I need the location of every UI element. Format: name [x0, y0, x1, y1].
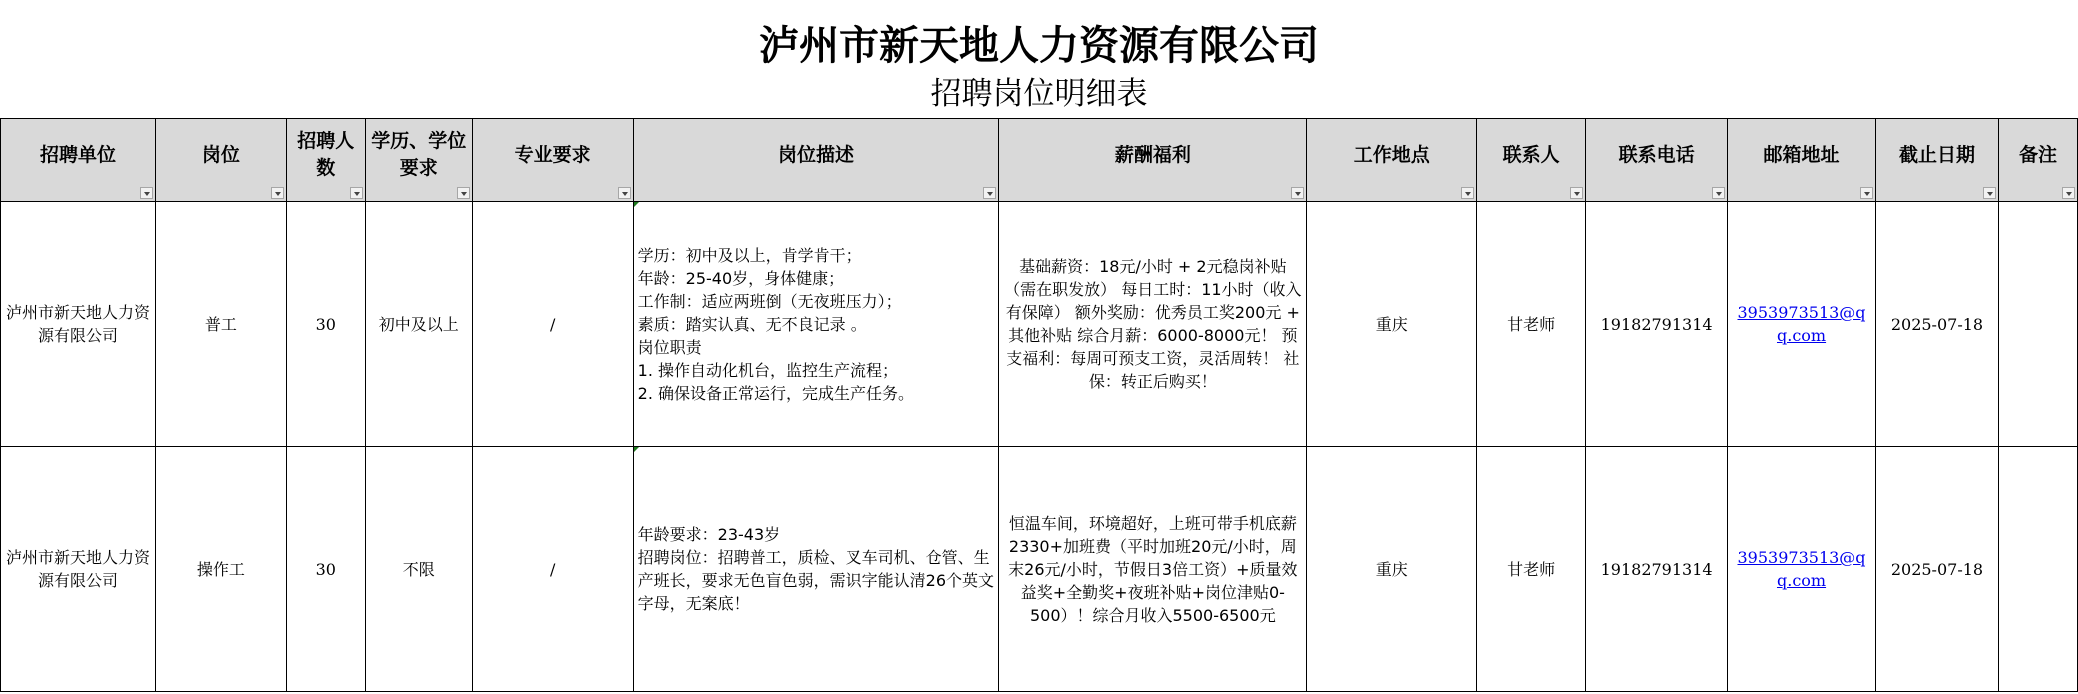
header-email: 邮箱地址: [1728, 119, 1876, 202]
filter-dropdown-icon[interactable]: [1860, 187, 1873, 199]
cell-education[interactable]: 初中及以上: [365, 202, 472, 447]
comment-indicator-icon: [634, 447, 639, 452]
header-education: 学历、学位要求: [365, 119, 472, 202]
filter-dropdown-icon[interactable]: [350, 187, 363, 199]
cell-description[interactable]: [633, 447, 999, 692]
filter-dropdown-icon[interactable]: [140, 187, 153, 199]
header-unit: 招聘单位: [1, 119, 156, 202]
cell-location[interactable]: 重庆: [1307, 447, 1477, 692]
filter-dropdown-icon[interactable]: [1712, 187, 1725, 199]
filter-dropdown-icon[interactable]: [1461, 187, 1474, 199]
cell-major[interactable]: /: [472, 202, 633, 447]
filter-dropdown-icon[interactable]: [457, 187, 470, 199]
cell-email[interactable]: [1728, 202, 1876, 447]
filter-dropdown-icon[interactable]: [2062, 187, 2075, 199]
header-contact: 联系人: [1477, 119, 1586, 202]
cell-phone[interactable]: 19182791314: [1586, 447, 1728, 692]
header-deadline: 截止日期: [1875, 119, 1998, 202]
header-row: [1, 119, 2078, 202]
cell-description[interactable]: [633, 202, 999, 447]
page-subtitle: 招聘岗位明细表: [930, 76, 1148, 112]
page-title: 泸州市新天地人力资源有限公司: [759, 22, 1319, 69]
description-line: 素质：踏实认真、无不良记录 。: [637, 314, 867, 334]
description-line: 招聘岗位：招聘普工，质检、叉车司机、仓管、生产班长，要求无色盲色弱，需识字能认清26个英文字母，无案底！: [637, 548, 995, 613]
filter-dropdown-icon[interactable]: [1983, 187, 1996, 199]
header-position: 岗位: [155, 119, 286, 202]
table-row: [1, 202, 2078, 447]
cell-count[interactable]: 30: [286, 447, 365, 692]
cell-position[interactable]: 普工: [155, 202, 286, 447]
header-description: 岗位描述: [633, 119, 999, 202]
description-line: 年龄：25-40岁，身体健康；: [637, 268, 845, 288]
header-salary: 薪酬福利: [999, 119, 1307, 202]
header-location: 工作地点: [1307, 119, 1477, 202]
filter-dropdown-icon[interactable]: [271, 187, 284, 199]
description-line: 岗位职责: [637, 337, 702, 357]
filter-dropdown-icon[interactable]: [1291, 187, 1304, 199]
description-line: 1. 操作自动化机台，监控生产流程；: [637, 360, 898, 380]
cell-education[interactable]: 不限: [365, 447, 472, 692]
filter-dropdown-icon[interactable]: [1570, 187, 1583, 199]
filter-dropdown-icon[interactable]: [618, 187, 631, 199]
cell-salary[interactable]: 恒温车间，环境超好，上班可带手机底薪2330+加班费（平时加班20元/小时，周末26元/小时，节假日3倍工资）+质量效益奖+全勤奖+夜班补贴+岗位津贴0-500）！综合月收入5500-6500元: [999, 447, 1307, 692]
cell-unit[interactable]: 泸州市新天地人力资源有限公司: [1, 447, 156, 692]
header-remark: 备注: [1998, 119, 2077, 202]
cell-major[interactable]: /: [472, 447, 633, 692]
description-line: 2. 确保设备正常运行，完成生产任务。: [637, 383, 914, 403]
cell-location[interactable]: 重庆: [1307, 202, 1477, 447]
email-link[interactable]: 3953973513@qq.com: [1737, 548, 1866, 590]
header-count: 招聘人数: [286, 119, 365, 202]
cell-phone[interactable]: 19182791314: [1586, 202, 1728, 447]
cell-deadline[interactable]: 2025-07-18: [1875, 447, 1998, 692]
description-line: 学历：初中及以上，肯学肯干；: [637, 245, 862, 265]
cell-count[interactable]: 30: [286, 202, 365, 447]
recruitment-table: [0, 118, 2078, 692]
cell-position[interactable]: 操作工: [155, 447, 286, 692]
header-phone: 联系电话: [1586, 119, 1728, 202]
cell-email[interactable]: [1728, 447, 1876, 692]
cell-remark[interactable]: [1998, 202, 2077, 447]
email-link[interactable]: 3953973513@qq.com: [1737, 303, 1866, 345]
cell-contact[interactable]: 甘老师: [1477, 202, 1586, 447]
cell-contact[interactable]: 甘老师: [1477, 447, 1586, 692]
header-major: 专业要求: [472, 119, 633, 202]
description-line: 年龄要求：23-43岁: [637, 525, 781, 544]
table-row: [1, 447, 2078, 692]
cell-salary[interactable]: 基础薪资：18元/小时 + 2元稳岗补贴（需在职发放） 每日工时：11小时（收入有保障） 额外奖励：优秀员工奖200元 + 其他补贴 综合月薪：6000-8000元！ 预支福利：每周可预支工资，灵活周转！ 社保：转正后购买！: [999, 202, 1307, 447]
cell-unit[interactable]: 泸州市新天地人力资源有限公司: [1, 202, 156, 447]
cell-remark[interactable]: [1998, 447, 2077, 692]
filter-dropdown-icon[interactable]: [983, 187, 996, 199]
comment-indicator-icon: [634, 202, 639, 207]
description-line: 工作制：适应两班倒（无夜班压力）；: [637, 291, 902, 311]
cell-deadline[interactable]: 2025-07-18: [1875, 202, 1998, 447]
